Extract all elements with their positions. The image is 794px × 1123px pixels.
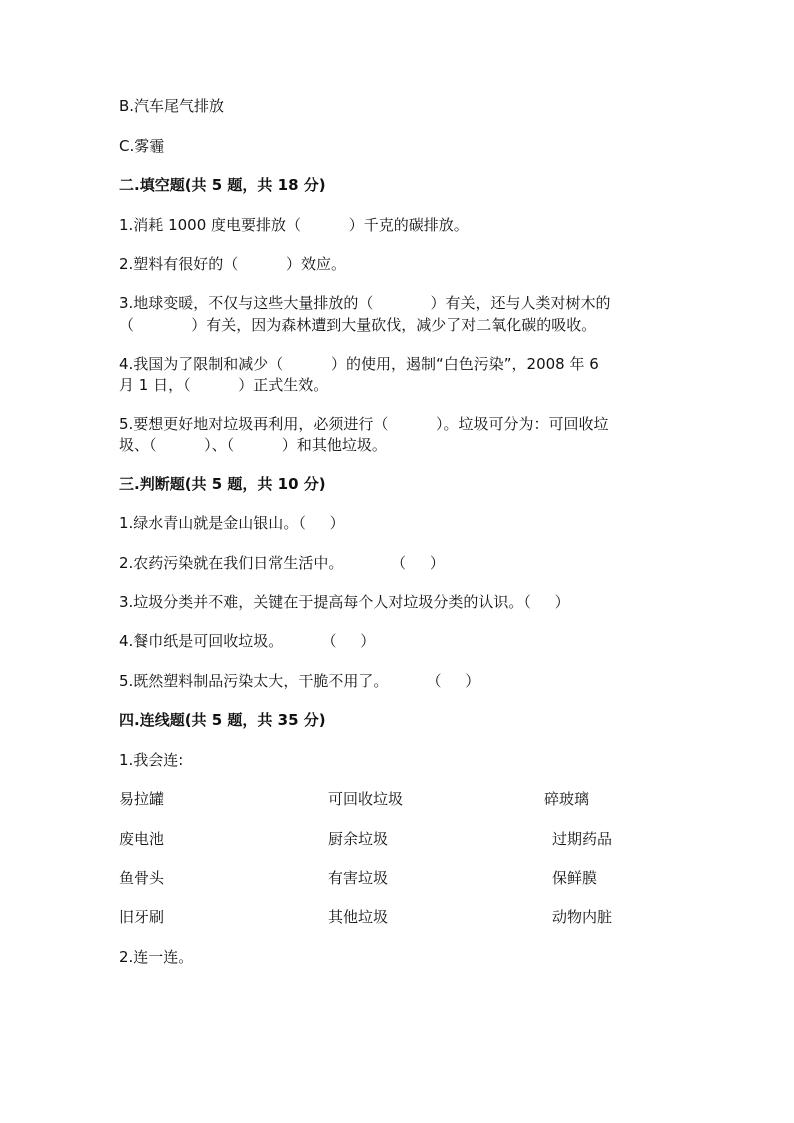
matching-middle-item: 厨余垃圾	[328, 830, 389, 848]
matching-right-item: 动物内脏	[552, 908, 613, 926]
fill-blank-question-3-line-1: 3.地球变暖，不仅与这些大量排放的（ ）有关，还与人类对树木的	[119, 294, 611, 312]
fill-blank-question-2: 2.塑料有很好的（ ）效应。	[119, 255, 346, 273]
judge-question-1: 1.绿水青山就是金山银山。（ ）	[119, 514, 345, 532]
option-c: C.雾霾	[119, 137, 165, 155]
matching-right-item: 保鲜膜	[552, 869, 598, 887]
fill-blank-question-3-line-2: （ ）有关，因为森林遭到大量砍伐，减少了对二氧化碳的吸收。	[119, 316, 597, 334]
option-b: B.汽车尾气排放	[119, 97, 225, 115]
matching-middle-item: 有害垃圾	[328, 869, 389, 887]
matching-middle-item: 可回收垃圾	[328, 790, 404, 808]
matching-left-item: 鱼骨头	[119, 869, 165, 887]
matching-question-1-title: 1.我会连:	[119, 751, 184, 769]
judge-question-3: 3.垃圾分类并不难，关键在于提高每个人对垃圾分类的认识。（ ）	[119, 593, 570, 611]
fill-blank-question-1: 1.消耗 1000 度电要排放（ ）千克的碳排放。	[119, 216, 469, 234]
matching-middle-item: 其他垃圾	[328, 908, 389, 926]
judge-question-2: 2.农药污染就在我们日常生活中。 （ ）	[119, 554, 445, 572]
section-heading-fill-blank: 二.填空题(共 5 题，共 18 分)	[119, 176, 326, 194]
judge-question-5: 5.既然塑料制品污染太大，干脆不用了。 （ ）	[119, 672, 481, 690]
fill-blank-question-5-line-2: 圾、（ ）、（ ）和其他垃圾。	[119, 436, 387, 454]
fill-blank-question-5-line-1: 5.要想更好地对垃圾再利用，必须进行（ ）。垃圾可分为：可回收垃	[119, 415, 609, 433]
matching-question-2-title: 2.连一连。	[119, 948, 194, 966]
fill-blank-question-4-line-2: 月 1 日，（ ）正式生效。	[119, 376, 329, 394]
matching-right-item: 碎玻璃	[544, 790, 590, 808]
matching-left-item: 旧牙刷	[119, 908, 165, 926]
matching-right-item: 过期药品	[552, 830, 613, 848]
section-heading-judge: 三.判断题(共 5 题，共 10 分)	[119, 475, 326, 493]
matching-left-item: 易拉罐	[119, 790, 165, 808]
section-heading-matching: 四.连线题(共 5 题，共 35 分)	[119, 711, 326, 729]
fill-blank-question-4-line-1: 4.我国为了限制和减少（ ）的使用，遏制“白色污染”，2008 年 6	[119, 355, 599, 373]
matching-left-item: 废电池	[119, 830, 165, 848]
judge-question-4: 4.餐巾纸是可回收垃圾。 （ ）	[119, 632, 376, 650]
